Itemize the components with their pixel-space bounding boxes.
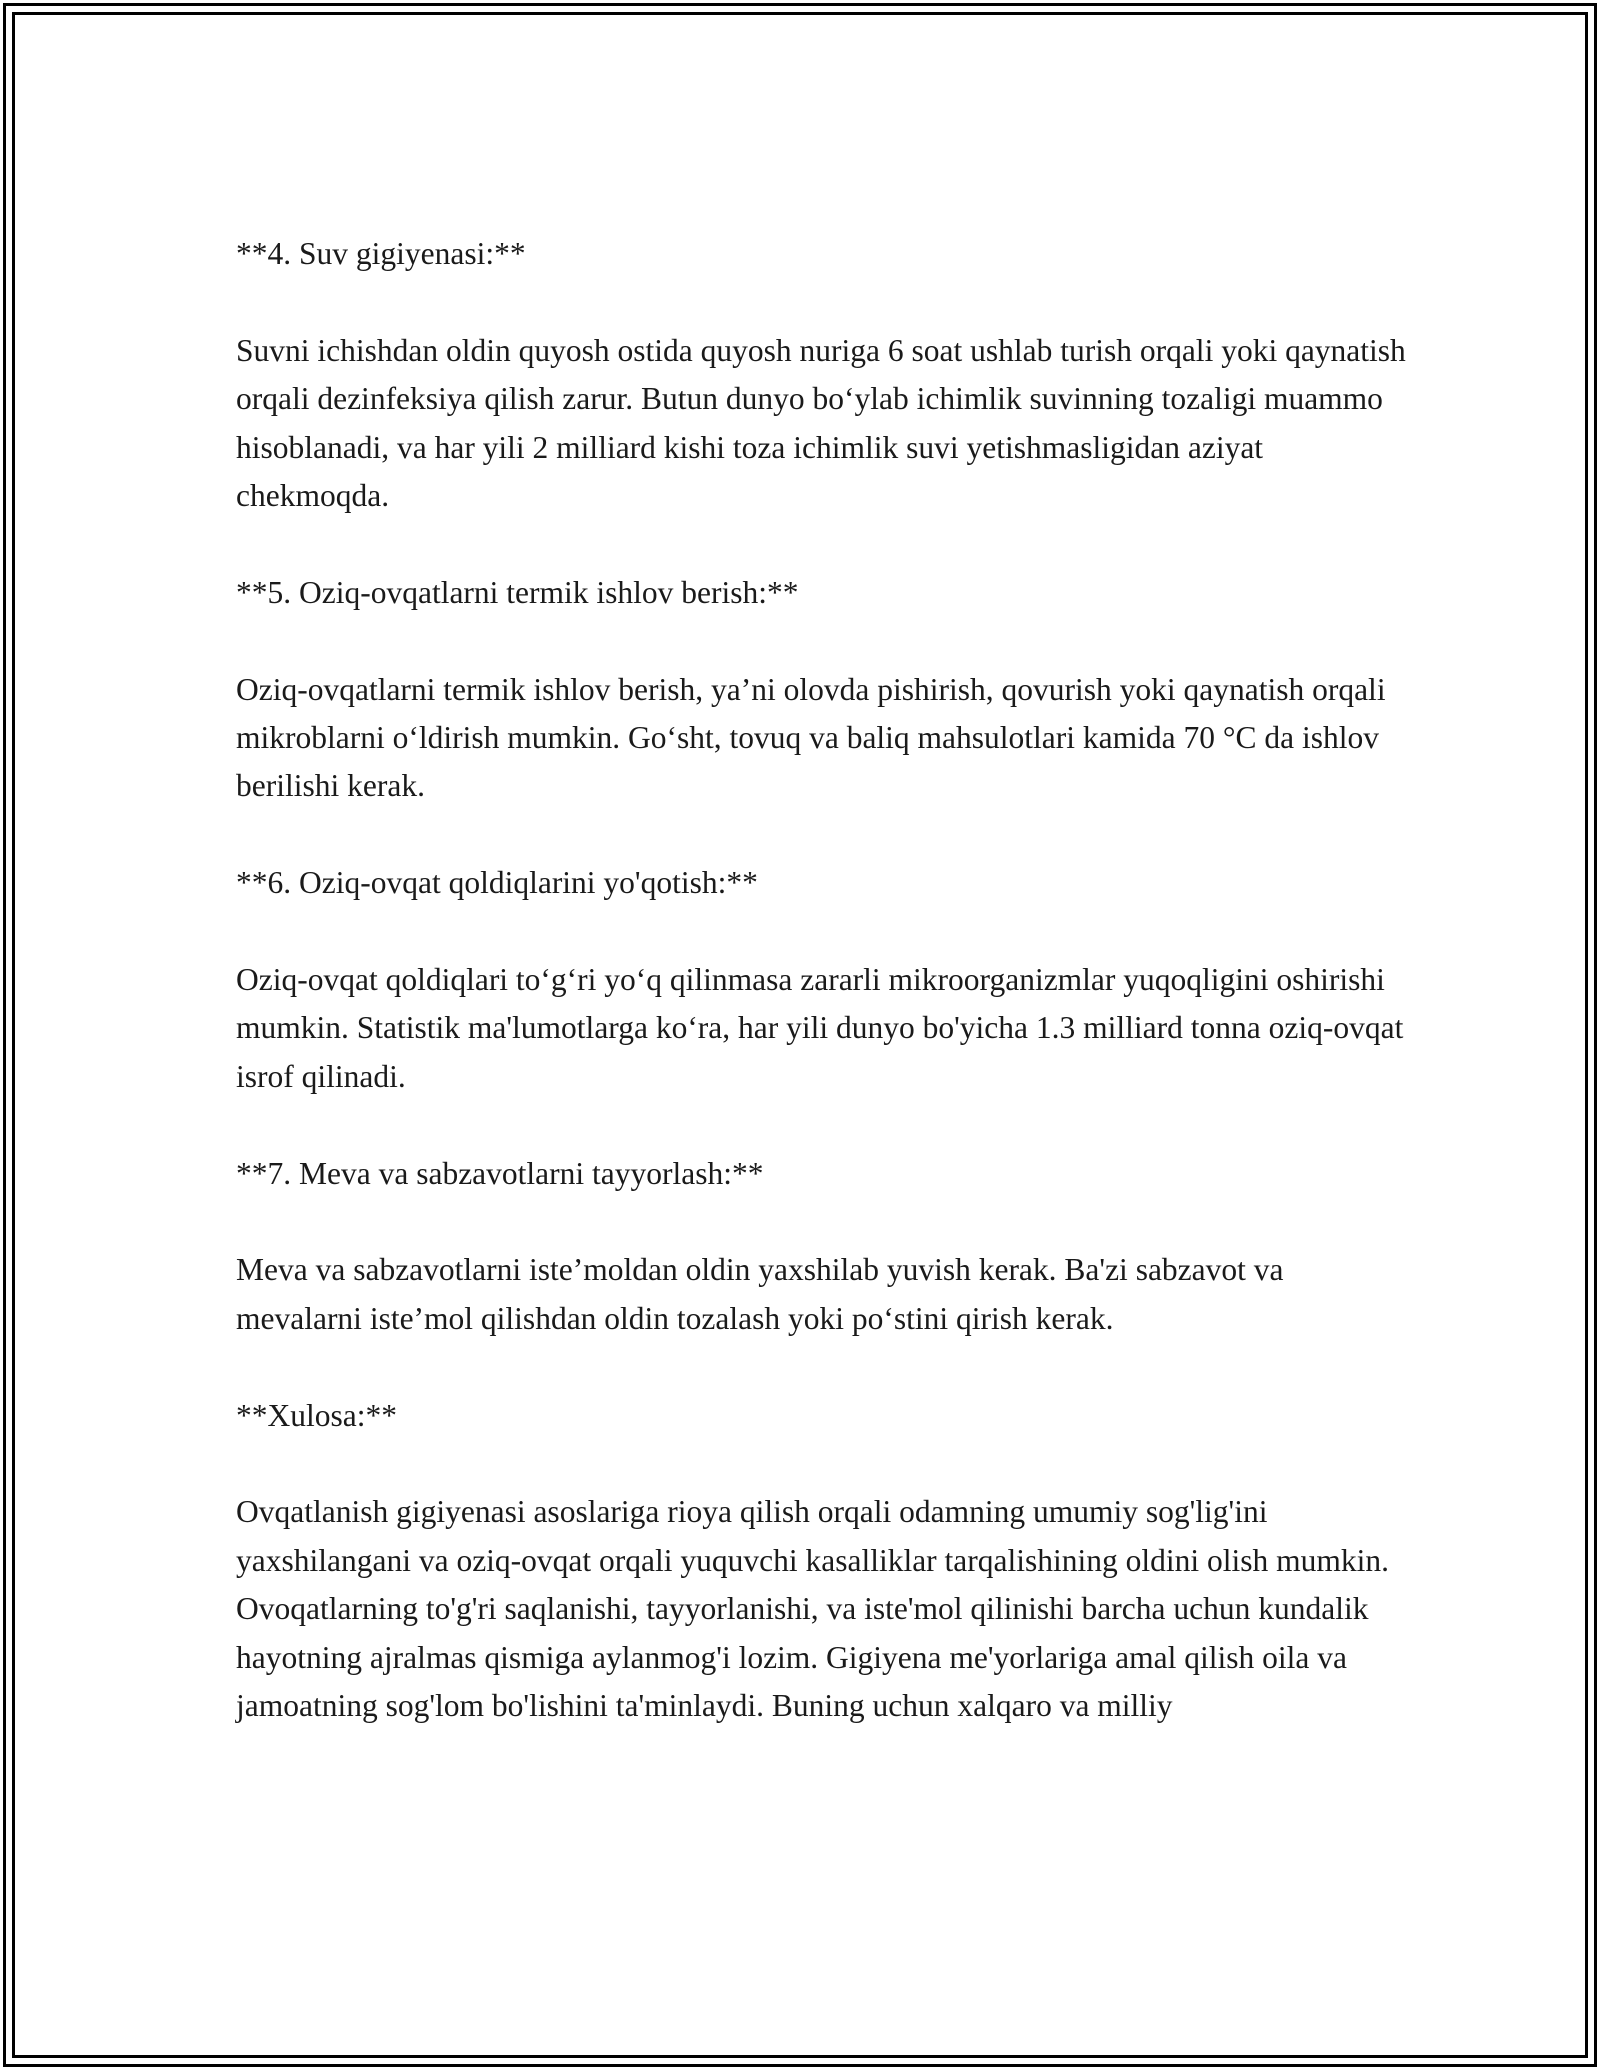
paragraph-termik-ishlov: Oziq-ovqatlarni termik ishlov berish, ya’ni olovda pishirish, qovurish yoki qaynatish orqali mikroblarni o‘ldirish mumkin. Go‘sht, tovuq va baliq mahsulotlari kamida 70 °C da ishlov berilishi kerak. [236,671,1386,804]
section-heading-termik-ishlov: **5. Oziq-ovqatlarni termik ishlov berish:** [236,574,799,610]
section-heading-suv-gigiyenasi: **4. Suv gigiyenasi:** [236,236,526,271]
section-heading-qoldiqlar: **6. Oziq-ovqat qoldiqlarini yo'qotish:** [236,865,758,901]
paragraph-suv-gigiyenasi: Suvni ichishdan oldin quyosh ostida quyosh nuriga 6 soat ushlab turish orqali yoki qaynatish orqali dezinfeksiya qilish zarur. Butun dunyo bo‘ylab ichimlik suvinning tozaligi muammo hisoblanadi, va har yili 2 milliard kishi toza ichimlik suvi yetishmasligidan aziyat chekmoqda. [236,332,1406,514]
section-heading-xulosa: **Xulosa:** [236,1397,397,1433]
document-body [236,230,1416,1779]
section-heading-meva-sabzavot: **7. Meva va sabzavotlarni tayyorlash:** [236,1155,764,1191]
paragraph-qoldiqlar: Oziq-ovqat qoldiqlari to‘g‘ri yo‘q qilinmasa zararli mikroorganizmlar yuqoqligini oshirishi mumkin. Statistik ma'lumotlarga ko‘ra, har yili dunyo bo'yicha 1.3 milliard tonna oziq-ovqat isrof qilinadi. [236,962,1404,1094]
paragraph-xulosa: Ovqatlanish gigiyenasi asoslariga rioya qilish orqali odamning umumiy sog'lig'ini yaxshilangani va oziq-ovqat orqali yuquvchi kasalliklar tarqalishining oldini olish mumkin. Ovoqatlarning to'g'ri saqlanishi, tayyorlanishi, va iste'mol qilinishi barcha uchun kundalik hayotning ajralmas qismiga aylanmog'i lozim. Gigiyena me'yorlariga amal qilish oila va jamoatning sog'lom bo'lishini ta'minlaydi. Buning uchun xalqaro va milliy [236,1494,1390,1724]
paragraph-meva-sabzavot: Meva va sabzavotlarni iste’moldan oldin yaxshilab yuvish kerak. Ba'zi sabzavot va mevalarni iste’mol qilishdan oldin tozalash yoki po‘stini qirish kerak. [236,1252,1284,1336]
